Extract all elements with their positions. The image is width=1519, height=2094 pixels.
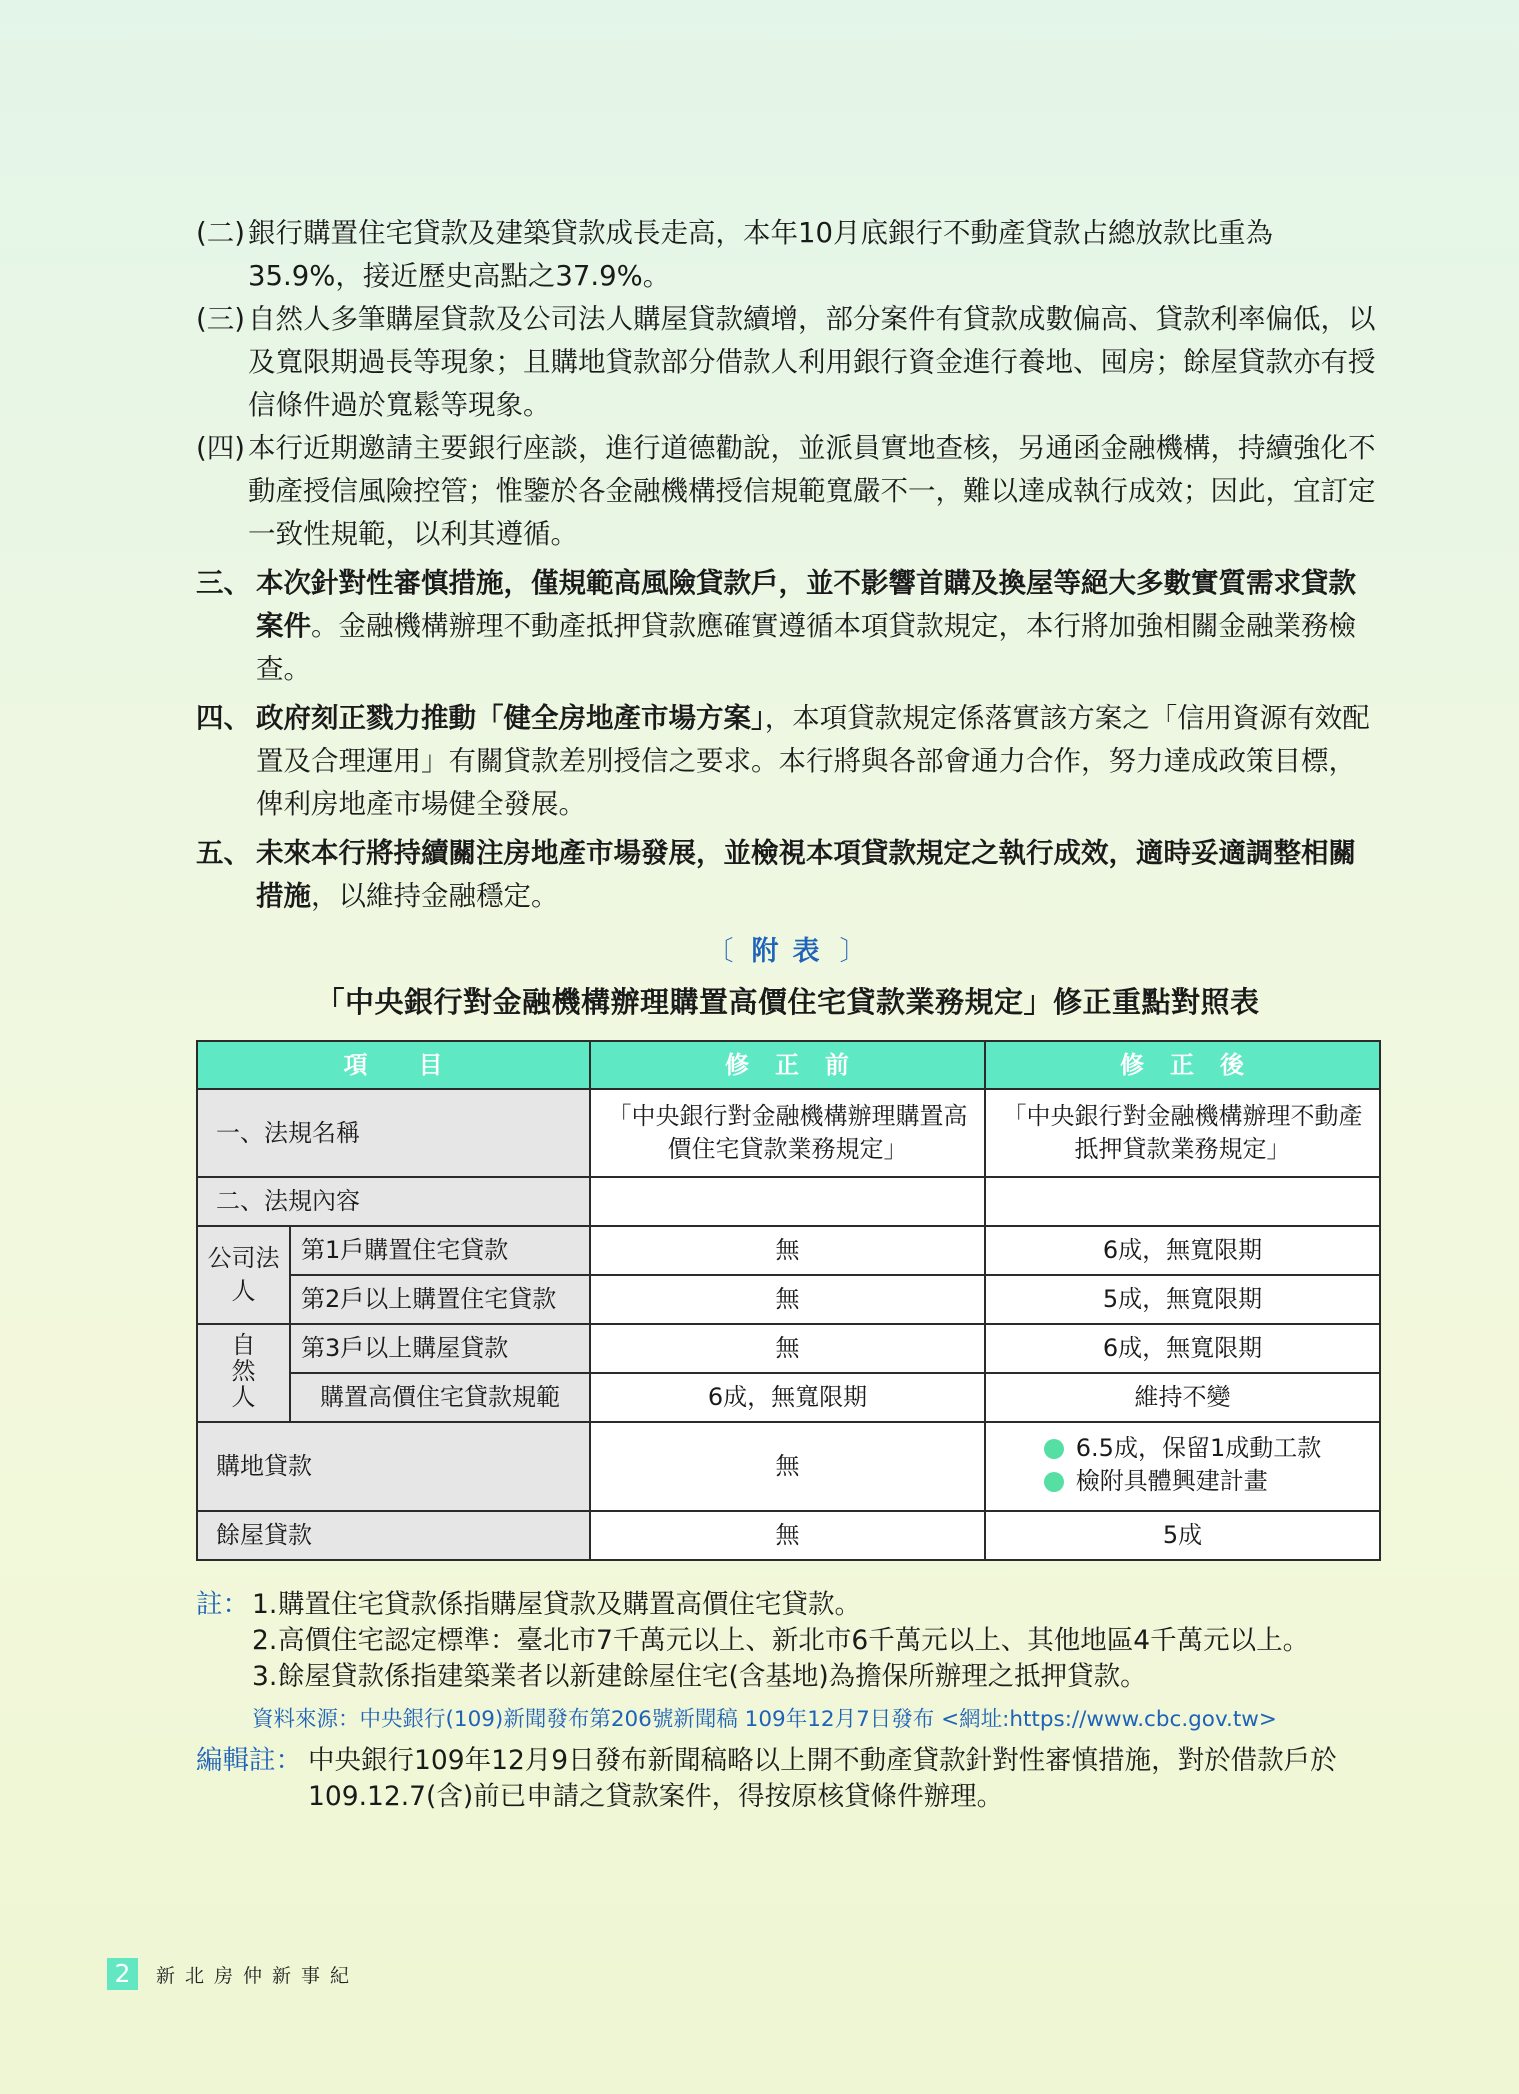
note-number: 3. [252, 1661, 278, 1692]
row-label: 二、法規內容 [197, 1177, 590, 1226]
paragraph-text: 自然人多筆購屋貸款及公司法人購屋貸款續增，部分案件有貸款成數偏高、貸款利率偏低，以及寬限期過長等現象；且購地貸款部分借款人利用銀行資金進行養地、囤房；餘屋貸款亦有授信條件過於寬鬆等現象。 [248, 303, 1376, 421]
note-item [252, 1623, 1379, 1659]
paragraph-3 [196, 298, 1379, 427]
header-after: 修 正 後 [985, 1041, 1380, 1089]
row-label: 第1戶購置住宅貸款 [290, 1226, 590, 1275]
table-row [197, 1089, 1380, 1177]
table-header-row [197, 1041, 1380, 1089]
section-text: ，以維持金融穩定。 [311, 880, 559, 912]
cell-before: 無 [590, 1422, 985, 1511]
table-row [197, 1422, 1380, 1511]
note-text: 購置住宅貸款係指購屋貸款及購置高價住宅貸款。 [278, 1589, 861, 1620]
article-body [196, 212, 1379, 1815]
group-label-natural-person [197, 1324, 290, 1422]
table-title: 「中央銀行對金融機構辦理購置高價住宅貸款業務規定」修正重點對照表 [315, 985, 1260, 1019]
row-label: 一、法規名稱 [197, 1089, 590, 1177]
page-number: 2 [107, 1958, 138, 1990]
source-citation: 資料來源：中央銀行(109)新聞發布第206號新聞稿 109年12月7日發布 <網址:https://www.cbc.gov.tw> [252, 1707, 1277, 1732]
note-text: 高價住宅認定標準：臺北市7千萬元以上、新北市6千萬元以上、其他地區4千萬元以上。 [278, 1625, 1310, 1656]
row-label: 第2戶以上購置住宅貸款 [290, 1275, 590, 1324]
group-label-corporate: 公司法人 [197, 1226, 290, 1324]
row-label: 購置高價住宅貸款規範 [290, 1373, 590, 1422]
cell-after: 6成，無寬限期 [985, 1226, 1380, 1275]
cell-after: 5成，無寬限期 [985, 1275, 1380, 1324]
section-number: 四、 [196, 702, 251, 734]
comparison-table [196, 1040, 1381, 1561]
publication-name: 新北房仲新事紀 [156, 1964, 360, 1987]
bullet-text: 6.5成，保留1成動工款 [1075, 1434, 1322, 1463]
section-number: 三、 [196, 567, 251, 599]
paragraph-4 [196, 427, 1379, 556]
notes-section [196, 1587, 1379, 1815]
bullet-text: 檢附具體興建計畫 [1075, 1467, 1268, 1496]
note-item [252, 1659, 1379, 1695]
cell-before: 無 [590, 1511, 985, 1560]
notes-heading: 註： [196, 1589, 249, 1620]
bullet-list [1044, 1432, 1321, 1498]
bullet-item [1044, 1465, 1321, 1498]
group-label-text: 自然人 [231, 1331, 256, 1411]
paragraph-number: (三) [196, 303, 245, 335]
table-row [197, 1275, 1380, 1324]
table-row [197, 1511, 1380, 1560]
section-4 [196, 697, 1379, 826]
editor-note-heading: 編輯註： [196, 1745, 302, 1776]
row-label: 第3戶以上購屋貸款 [290, 1324, 590, 1373]
cell-after [985, 1422, 1380, 1511]
header-before: 修 正 前 [590, 1041, 985, 1089]
editor-note-text: 中央銀行109年12月9日發布新聞稿略以上開不動產貸款針對性審慎措施，對於借款戶於109.12.7(含)前已申請之貸款案件，得按原核貸條件辦理。 [308, 1745, 1337, 1812]
note-number: 2. [252, 1625, 278, 1656]
cell-after: 6成，無寬限期 [985, 1324, 1380, 1373]
table-row [197, 1373, 1380, 1422]
section-bold-text: 政府刻正戮力推動「健全房地產市場方案」 [256, 702, 765, 734]
cell-after: 5成 [985, 1511, 1380, 1560]
figure-label-text: 附表 [751, 936, 834, 967]
cell-after: 維持不變 [985, 1373, 1380, 1422]
cell-before: 「中央銀行對金融機構辦理購置高價住宅貸款業務規定」 [590, 1089, 985, 1177]
page-footer [107, 1958, 359, 1990]
section-text: 。金融機構辦理不動產抵押貸款應確實遵循本項貸款規定，本行將加強相關金融業務檢查。 [256, 610, 1356, 685]
bullet-dot-icon [1044, 1472, 1064, 1492]
row-label: 餘屋貸款 [197, 1511, 590, 1560]
paragraph-text: 銀行購置住宅貸款及建築貸款成長走高，本年10月底銀行不動產貸款占總放款比重為35.9%，接近歷史高點之37.9%。 [248, 217, 1273, 292]
cell-before: 無 [590, 1324, 985, 1373]
paragraph-2 [196, 212, 1379, 298]
cell-before [590, 1177, 985, 1226]
table-row [197, 1226, 1380, 1275]
section-bold-text: 本次針對性審慎措施，僅規範高風險貸款戶，並不影響首購及換屋等絕大多數實質需求貸款案件 [256, 567, 1356, 642]
bracket-close: 〕 [839, 936, 869, 967]
bullet-item [1044, 1432, 1321, 1465]
bullet-dot-icon [1044, 1439, 1064, 1459]
cell-after [985, 1177, 1380, 1226]
notes-list [196, 1587, 1379, 1695]
paragraph-number: (二) [196, 217, 245, 249]
section-text: ，本項貸款規定係落實該方案之「信用資源有效配置及合理運用」有關貸款差別授信之要求。本行將與各部會通力合作，努力達成政策目標，俾利房地產市場健全發展。 [256, 702, 1370, 820]
note-number: 1. [252, 1589, 278, 1620]
section-number: 五、 [196, 837, 251, 869]
paragraph-text: 本行近期邀請主要銀行座談，進行道德勸說，並派員實地查核，另通函金融機構，持續強化不動產授信風險控管；惟鑒於各金融機構授信規範寬嚴不一，難以達成執行成效；因此，宜訂定一致性規範，以利其遵循。 [248, 432, 1376, 550]
table-row [197, 1177, 1380, 1226]
bracket-open: 〔 [706, 936, 736, 967]
paragraph-number: (四) [196, 432, 245, 464]
header-item: 項 目 [197, 1041, 590, 1089]
cell-before: 無 [590, 1226, 985, 1275]
cell-before: 6成，無寬限期 [590, 1373, 985, 1422]
row-label: 購地貸款 [197, 1422, 590, 1511]
editor-note [196, 1743, 1379, 1815]
section-3 [196, 562, 1379, 691]
table-row [197, 1324, 1380, 1373]
cell-after: 「中央銀行對金融機構辦理不動產抵押貸款業務規定」 [985, 1089, 1380, 1177]
note-text: 餘屋貸款係指建築業者以新建餘屋住宅(含基地)為擔保所辦理之抵押貸款。 [278, 1661, 1147, 1692]
section-bold-text: 未來本行將持續關注房地產市場發展，並檢視本項貸款規定之執行成效，適時妥適調整相關措施 [256, 837, 1356, 912]
cell-before: 無 [590, 1275, 985, 1324]
figure-label [196, 930, 1379, 973]
note-item [252, 1587, 1379, 1623]
section-5 [196, 832, 1379, 918]
